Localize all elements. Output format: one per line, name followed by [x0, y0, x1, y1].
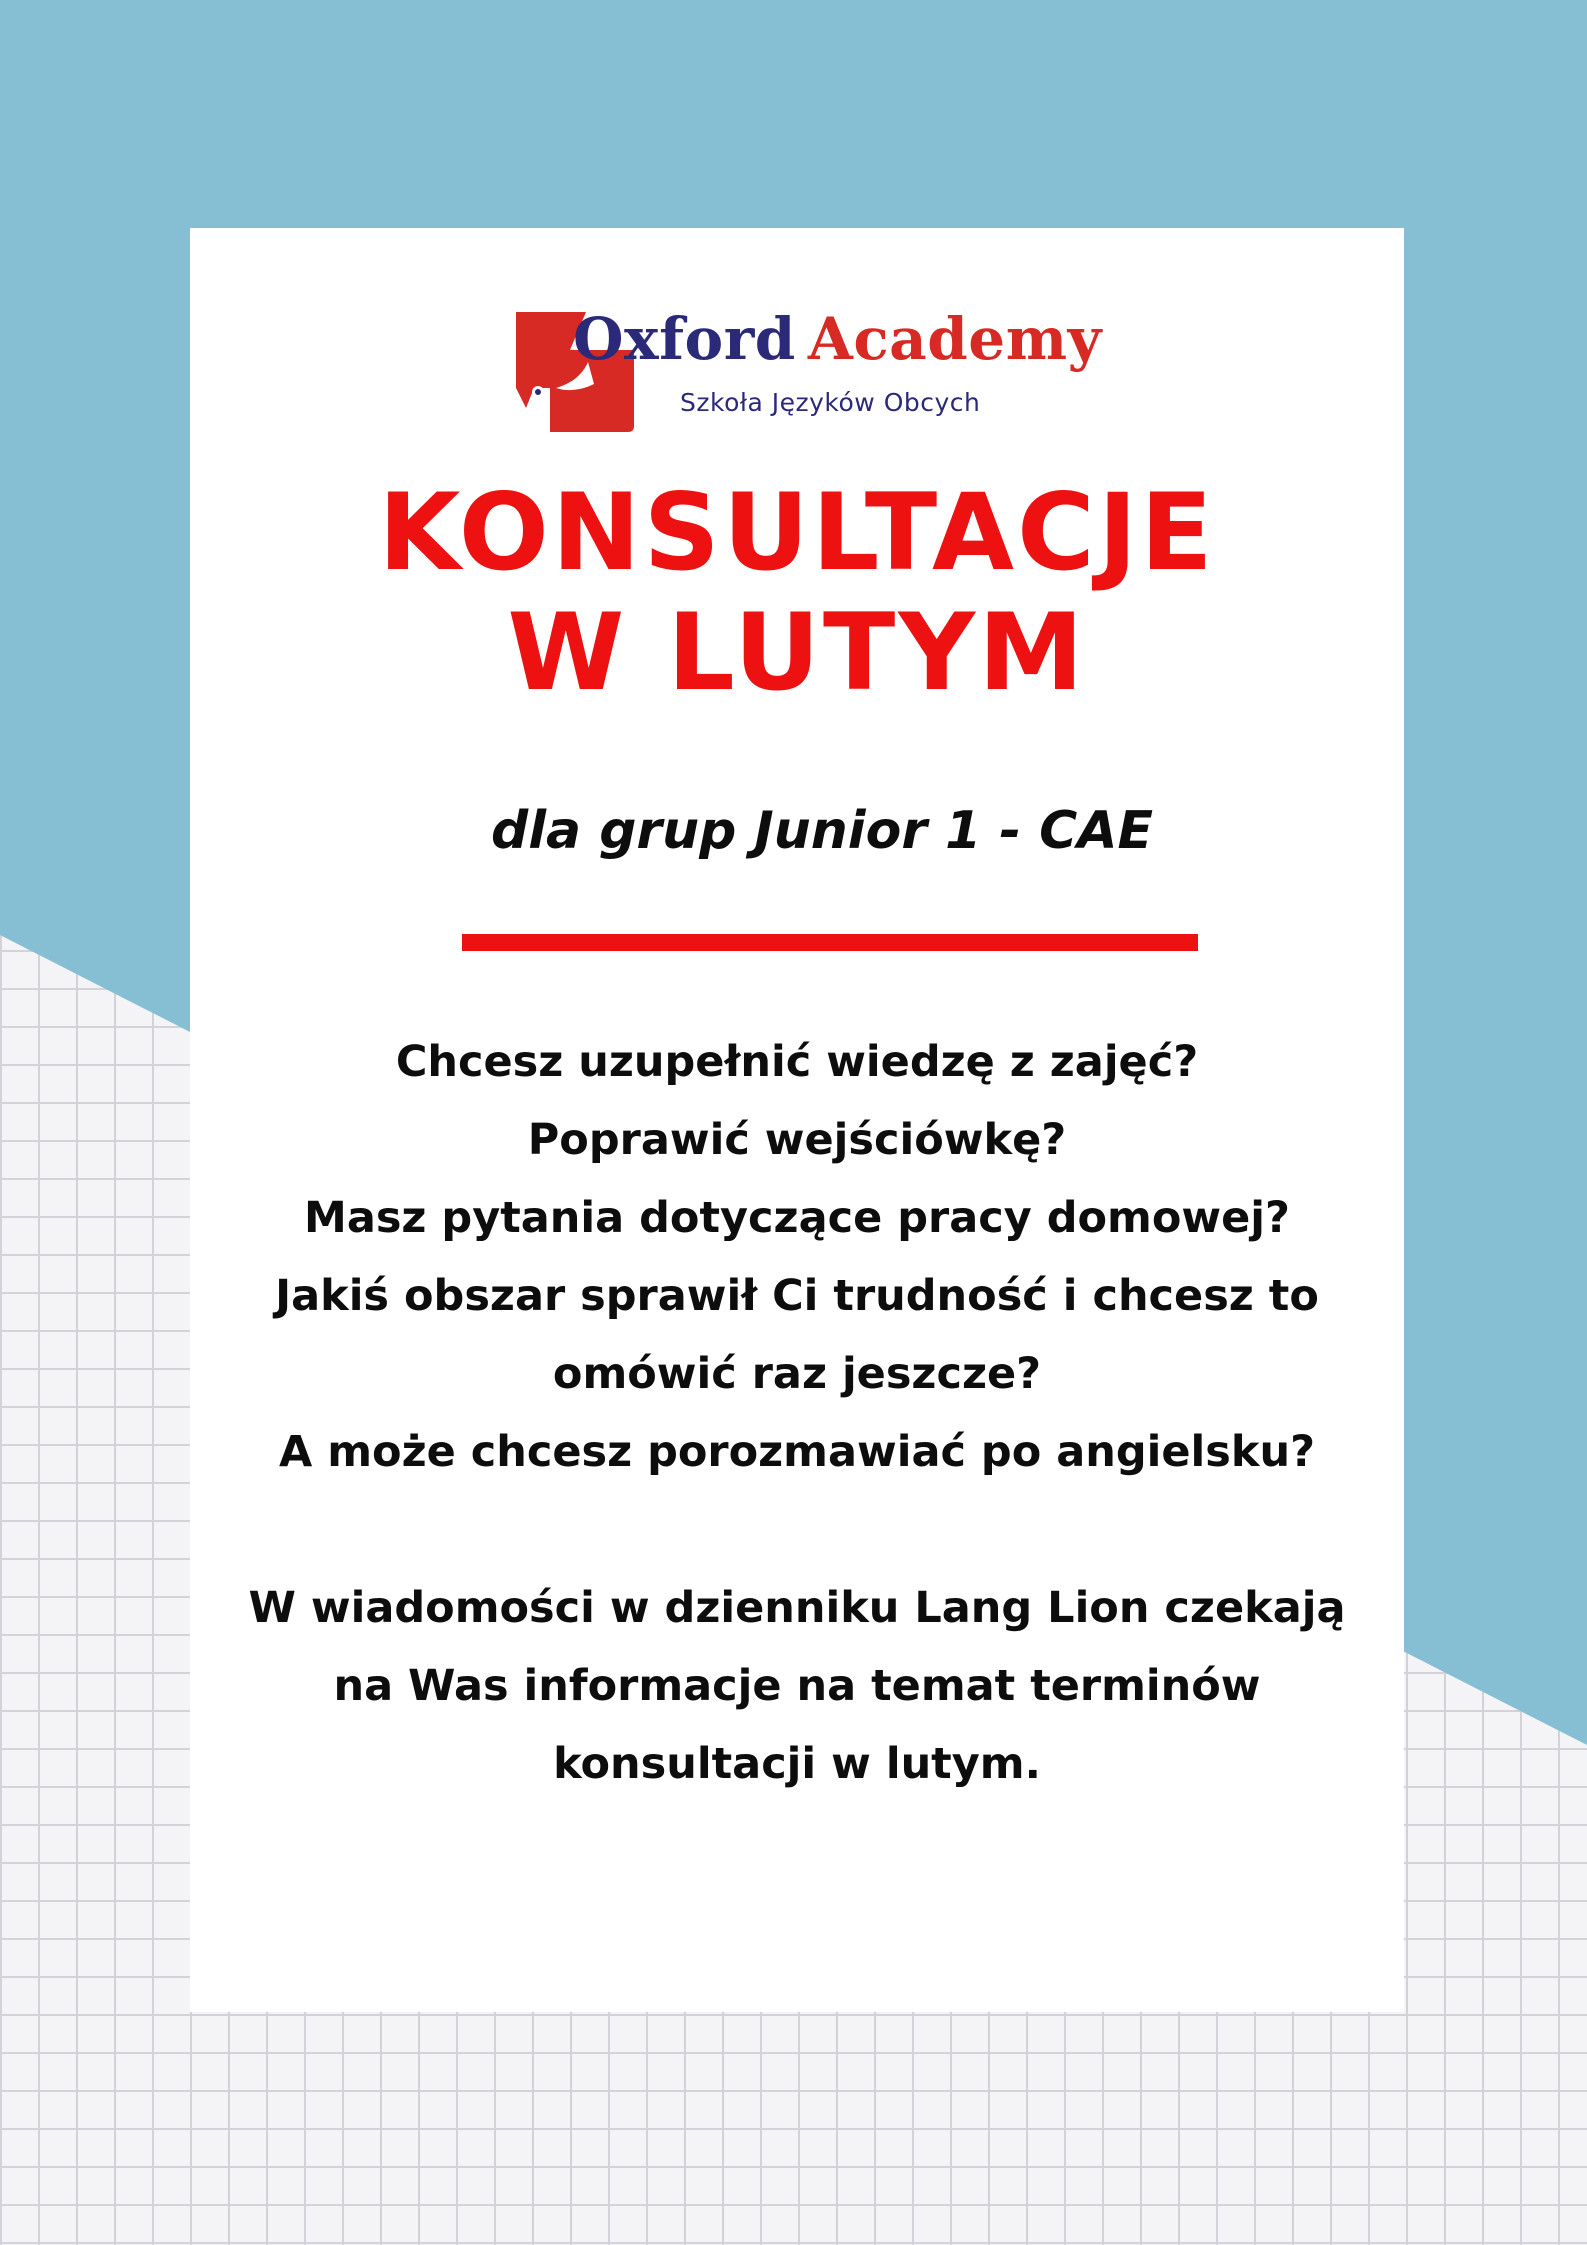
poster-card [190, 228, 1404, 2012]
subtitle: dla grup Junior 1 - CAE [490, 801, 1154, 861]
info-line: na Was informacje na temat terminów [333, 1661, 1261, 1711]
oxford-academy-logo [508, 304, 1148, 434]
question-line: omówić raz jeszcze? [552, 1349, 1042, 1399]
info-line: konsultacji w lutym. [553, 1739, 1041, 1789]
body-text [190, 1023, 1404, 1803]
question-line: Chcesz uzupełnić wiedzę z zajęć? [395, 1037, 1199, 1087]
question-line: Jakiś obszar sprawił Ci trudność i chcesz to [275, 1271, 1319, 1321]
logo-name-academy: Academy [807, 305, 1102, 373]
question-line: A może chcesz porozmawiać po angielsku? [278, 1427, 1316, 1477]
question-line: Masz pytania dotyczące pracy domowej? [304, 1193, 1290, 1243]
logo-subtitle: Szkoła Języków Obcych [680, 388, 981, 417]
paragraph-gap [190, 1491, 1404, 1569]
logo-name-oxford: Oxford [573, 305, 796, 373]
title-line-2: W LUTYM [507, 591, 1087, 714]
red-divider [462, 934, 1198, 951]
info-line: W wiadomości w dzienniku Lang Lion czekają [248, 1583, 1346, 1633]
logo-name [573, 304, 1102, 374]
title-line-1: KONSULTACJE [378, 471, 1216, 594]
question-line: Poprawić wejściówkę? [527, 1115, 1067, 1165]
